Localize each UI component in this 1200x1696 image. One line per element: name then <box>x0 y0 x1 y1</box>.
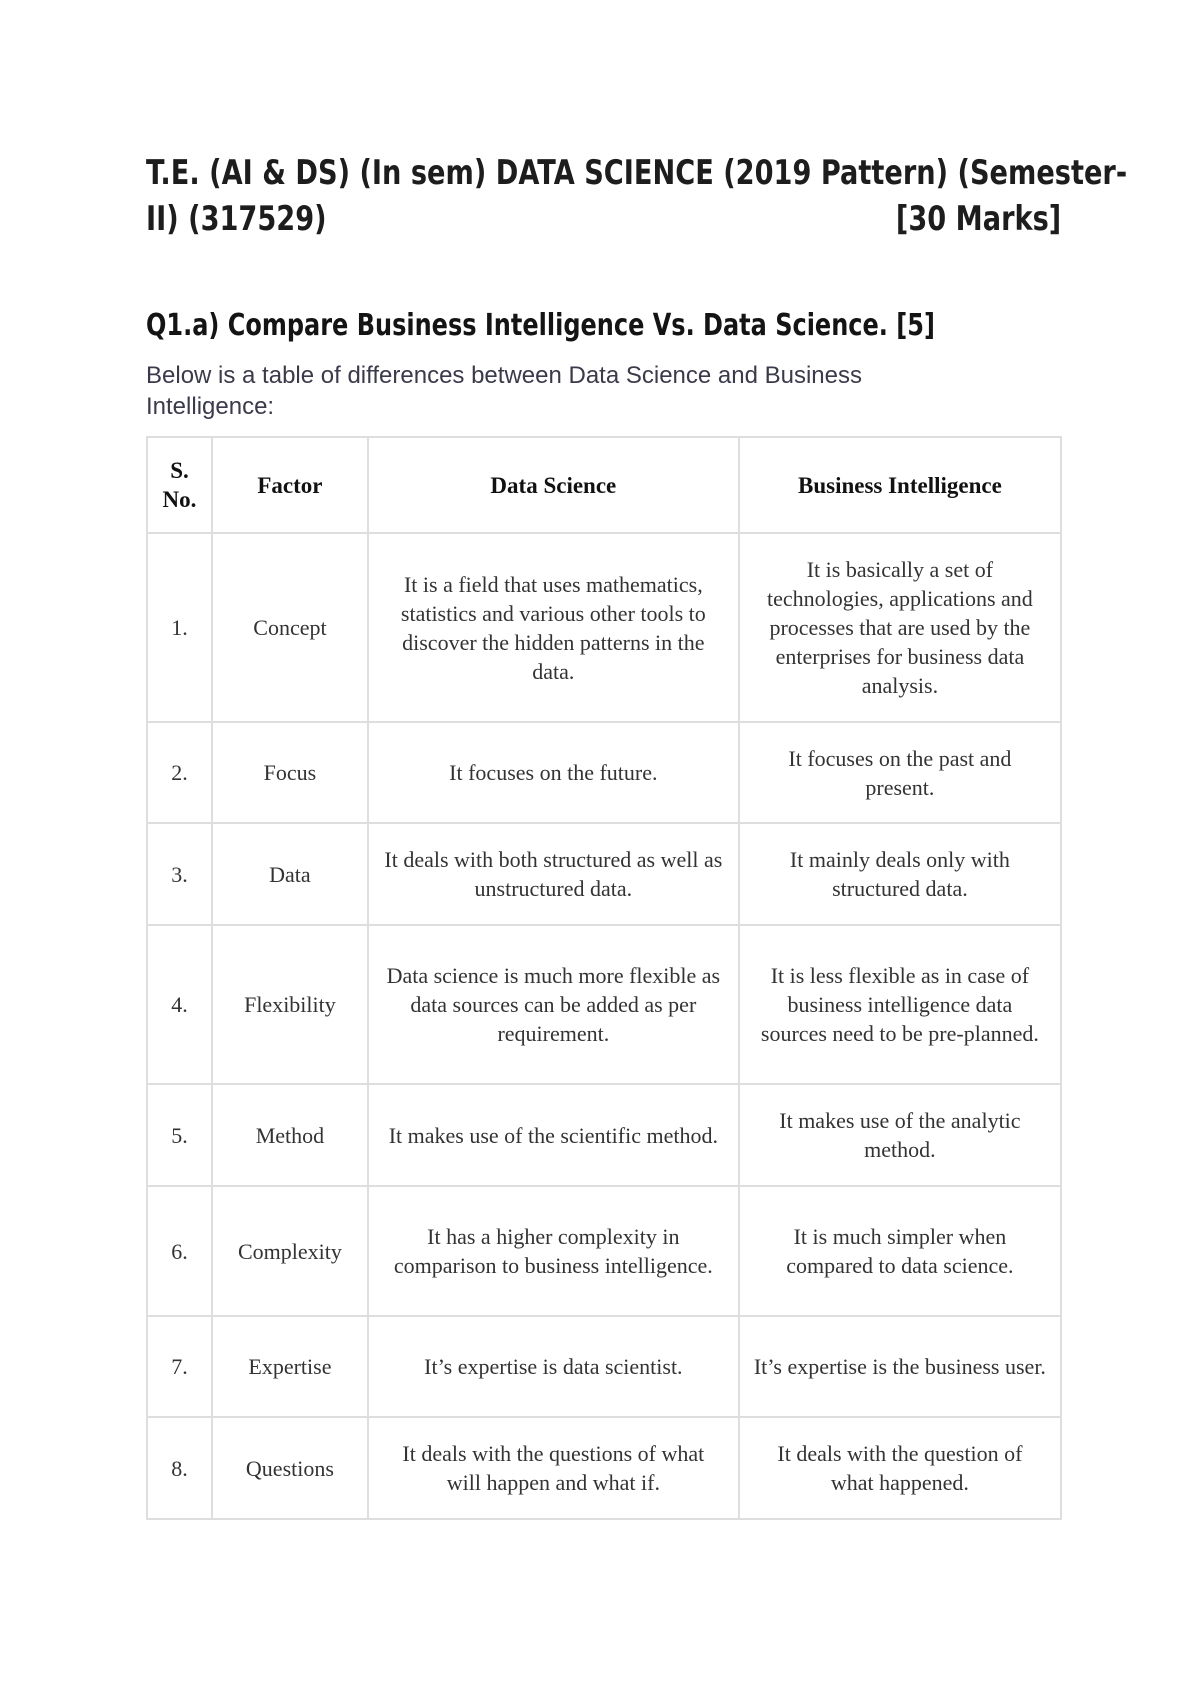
header-sno: S. No. <box>147 437 212 533</box>
cell-sno: 4. <box>147 925 212 1084</box>
cell-business-intelligence: It focuses on the past and present. <box>739 722 1061 823</box>
cell-data-science: Data science is much more flexible as data sources can be added as per requirement. <box>368 925 739 1084</box>
comparison-table <box>146 436 1062 1520</box>
cell-business-intelligence: It makes use of the analytic method. <box>739 1084 1061 1186</box>
cell-sno: 6. <box>147 1186 212 1316</box>
document-title <box>146 150 1128 242</box>
cell-factor: Expertise <box>212 1316 368 1417</box>
cell-business-intelligence: It deals with the question of what happened. <box>739 1417 1061 1519</box>
cell-factor: Method <box>212 1084 368 1186</box>
cell-business-intelligence: It is basically a set of technologies, applications and processes that are used by the enterprises for business data analysis. <box>739 533 1061 722</box>
table-row <box>147 722 1061 823</box>
cell-sno: 1. <box>147 533 212 722</box>
cell-sno: 7. <box>147 1316 212 1417</box>
cell-business-intelligence: It mainly deals only with structured data. <box>739 823 1061 925</box>
table-row <box>147 925 1061 1084</box>
cell-sno: 8. <box>147 1417 212 1519</box>
cell-data-science: It deals with both structured as well as unstructured data. <box>368 823 739 925</box>
header-data-science: Data Science <box>368 437 739 533</box>
cell-data-science: It makes use of the scientific method. <box>368 1084 739 1186</box>
cell-data-science: It has a higher complexity in comparison to business intelligence. <box>368 1186 739 1316</box>
table-row <box>147 533 1061 722</box>
header-business-intelligence: Business Intelligence <box>739 437 1061 533</box>
table-row <box>147 1186 1061 1316</box>
cell-business-intelligence: It is much simpler when compared to data science. <box>739 1186 1061 1316</box>
cell-data-science: It is a field that uses mathematics, statistics and various other tools to discover the hidden patterns in the data. <box>368 533 739 722</box>
cell-business-intelligence: It’s expertise is the business user. <box>739 1316 1061 1417</box>
cell-data-science: It focuses on the future. <box>368 722 739 823</box>
cell-sno: 5. <box>147 1084 212 1186</box>
title-line-1 <box>146 150 1128 196</box>
title-line-1-text: T.E. (AI & DS) (In sem) DATA SCIENCE (2019 Pattern) (Semester- <box>146 153 1128 193</box>
title-line-2-code: II) (317529) <box>146 199 327 239</box>
cell-data-science: It’s expertise is data scientist. <box>368 1316 739 1417</box>
intro-paragraph: Below is a table of differences between Data Science and Business Intelligence: <box>146 362 862 420</box>
cell-sno: 2. <box>147 722 212 823</box>
table-header-row <box>147 437 1061 533</box>
cell-factor: Questions <box>212 1417 368 1519</box>
cell-factor: Focus <box>212 722 368 823</box>
cell-factor: Data <box>212 823 368 925</box>
cell-factor: Complexity <box>212 1186 368 1316</box>
header-factor: Factor <box>212 437 368 533</box>
table-row <box>147 1417 1061 1519</box>
table-row <box>147 1316 1061 1417</box>
cell-sno: 3. <box>147 823 212 925</box>
title-marks: [30 Marks] <box>895 199 1062 239</box>
cell-factor: Flexibility <box>212 925 368 1084</box>
cell-business-intelligence: It is less flexible as in case of business intelligence data sources need to be pre-planned. <box>739 925 1061 1084</box>
cell-data-science: It deals with the questions of what will happen and what if. <box>368 1417 739 1519</box>
question-heading: Q1.a) Compare Business Intelligence Vs. Data Science. [5] <box>146 308 935 343</box>
table-row <box>147 1084 1061 1186</box>
cell-factor: Concept <box>212 533 368 722</box>
table-row <box>147 823 1061 925</box>
title-line-2 <box>146 196 1061 242</box>
